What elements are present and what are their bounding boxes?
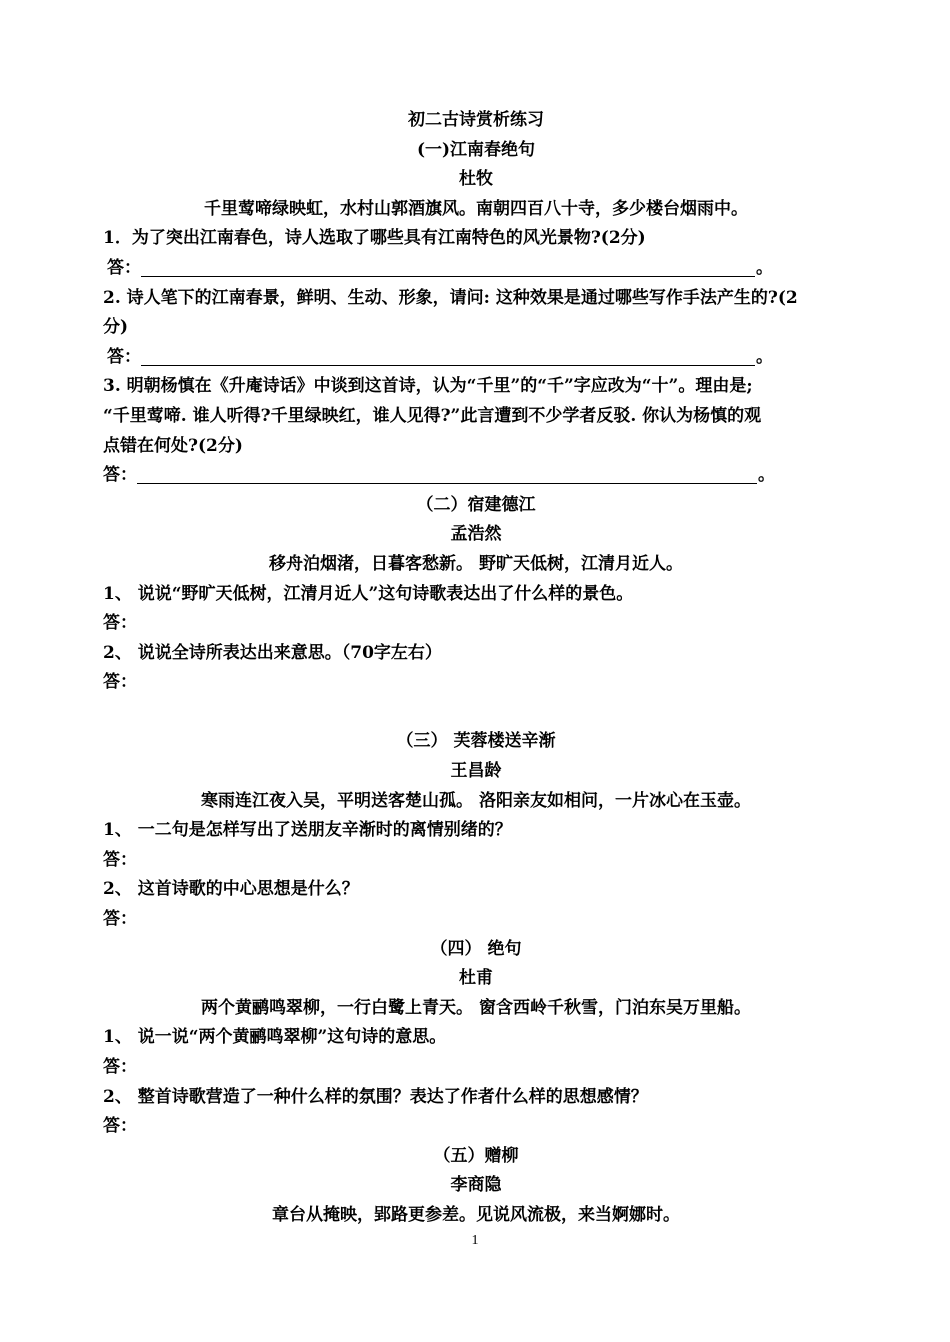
- answer-blank-line[interactable]: [137, 468, 757, 484]
- section-5-author: 李商隐: [450, 1175, 502, 1196]
- section-4-answer-2: 答：: [103, 1116, 137, 1137]
- section-4-poem: 两个黄鹂鸣翠柳，一行白鹭上青天。 窗含西岭千秋雪，门泊东吴万里船。: [201, 997, 751, 1018]
- section-1-question-3-line-3: 点错在何处?(2分): [103, 435, 243, 456]
- answer-end-mark: 。: [756, 346, 773, 367]
- section-1-question-1: 1．为了突出江南春色，诗人选取了哪些具有江南特色的风光景物?(2分): [103, 228, 646, 249]
- answer-label: 答：: [103, 465, 137, 486]
- section-3-answer-1: 答：: [103, 849, 137, 870]
- answer-blank-line[interactable]: [141, 261, 755, 277]
- document-title: 初二古诗赏析练习: [408, 110, 544, 130]
- section-4-author: 杜甫: [459, 968, 493, 989]
- page-number: 1: [471, 1233, 479, 1248]
- section-2-question-2: 2、 说说全诗所表达出来意思。（70字左右）: [103, 642, 442, 663]
- section-4-question-1: 1、 说一说“两个黄鹂鸣翠柳”这句诗的意思。: [103, 1027, 447, 1048]
- section-2-question-1: 1、 说说“野旷天低树，江清月近人”这句诗歌表达出了什么样的景色。: [103, 583, 634, 604]
- section-1-poem: 千里莺啼绿映虹，水村山郭酒旗风。南朝四百八十寺，多少楼台烟雨中。: [204, 198, 748, 219]
- section-1-question-3-line-2: “千里莺啼. 谁人听得?千里绿映红，谁人见得?”此言遭到不少学者反驳. 你认为杨慎的观: [103, 405, 762, 426]
- section-1-title: (一)江南春绝句: [416, 139, 536, 160]
- section-2-author: 孟浩然: [450, 524, 502, 545]
- answer-blank-line[interactable]: [141, 350, 755, 366]
- section-3-author: 王昌龄: [450, 761, 502, 782]
- section-1-question-3-line-1: 3. 明朝杨慎在《升庵诗话》中谈到这首诗，认为“千里”的“千”字应改为“十”。理由是;: [103, 376, 753, 397]
- section-1-author: 杜牧: [459, 169, 493, 190]
- section-1-question-2-line-2: 分): [103, 317, 129, 338]
- document-page: [103, 106, 849, 1231]
- section-2-answer-1: 答：: [103, 613, 137, 634]
- section-2-title: （二）宿建德江: [416, 494, 536, 515]
- answer-end-mark: 。: [758, 465, 775, 486]
- section-1-answer-3: [103, 461, 849, 491]
- section-3-poem: 寒雨连江夜入吴，平明送客楚山孤。 洛阳亲友如相问，一片冰心在玉壶。: [201, 790, 751, 811]
- blank-spacer: [103, 698, 849, 728]
- section-2-answer-2: 答：: [103, 672, 137, 693]
- section-3-question-1: 1、 一二句是怎样写出了送朋友辛渐时的离情别绪的？: [103, 820, 512, 841]
- section-4-answer-1: 答：: [103, 1057, 137, 1077]
- section-3-answer-2: 答：: [103, 909, 137, 930]
- section-4-question-2: 2、 整首诗歌营造了一种什么样的氛围？表达了作者什么样的思想感情？: [103, 1086, 648, 1107]
- section-1-answer-2: [103, 343, 849, 373]
- section-5-poem: 章台从掩映，郢路更参差。见说风流极，来当婀娜时。: [272, 1204, 680, 1225]
- answer-end-mark: 。: [756, 257, 773, 278]
- section-3-title: （三） 芙蓉楼送辛渐: [396, 731, 556, 752]
- answer-label: 答：: [107, 257, 141, 278]
- section-4-title: （四） 绝句: [430, 938, 522, 959]
- section-1-question-2-line-1: 2. 诗人笔下的江南春景，鲜明、生动、形象，请问: 这种效果是通过哪些写作手法产生的?(2: [103, 287, 798, 308]
- section-3-question-2: 2、 这首诗歌的中心思想是什么？: [103, 879, 359, 900]
- section-5-title: （五）赠柳: [433, 1145, 519, 1166]
- answer-label: 答：: [107, 346, 141, 367]
- section-1-answer-1: [103, 254, 849, 284]
- section-2-poem: 移舟泊烟渚，日暮客愁新。 野旷天低树，江清月近人。: [269, 553, 683, 574]
